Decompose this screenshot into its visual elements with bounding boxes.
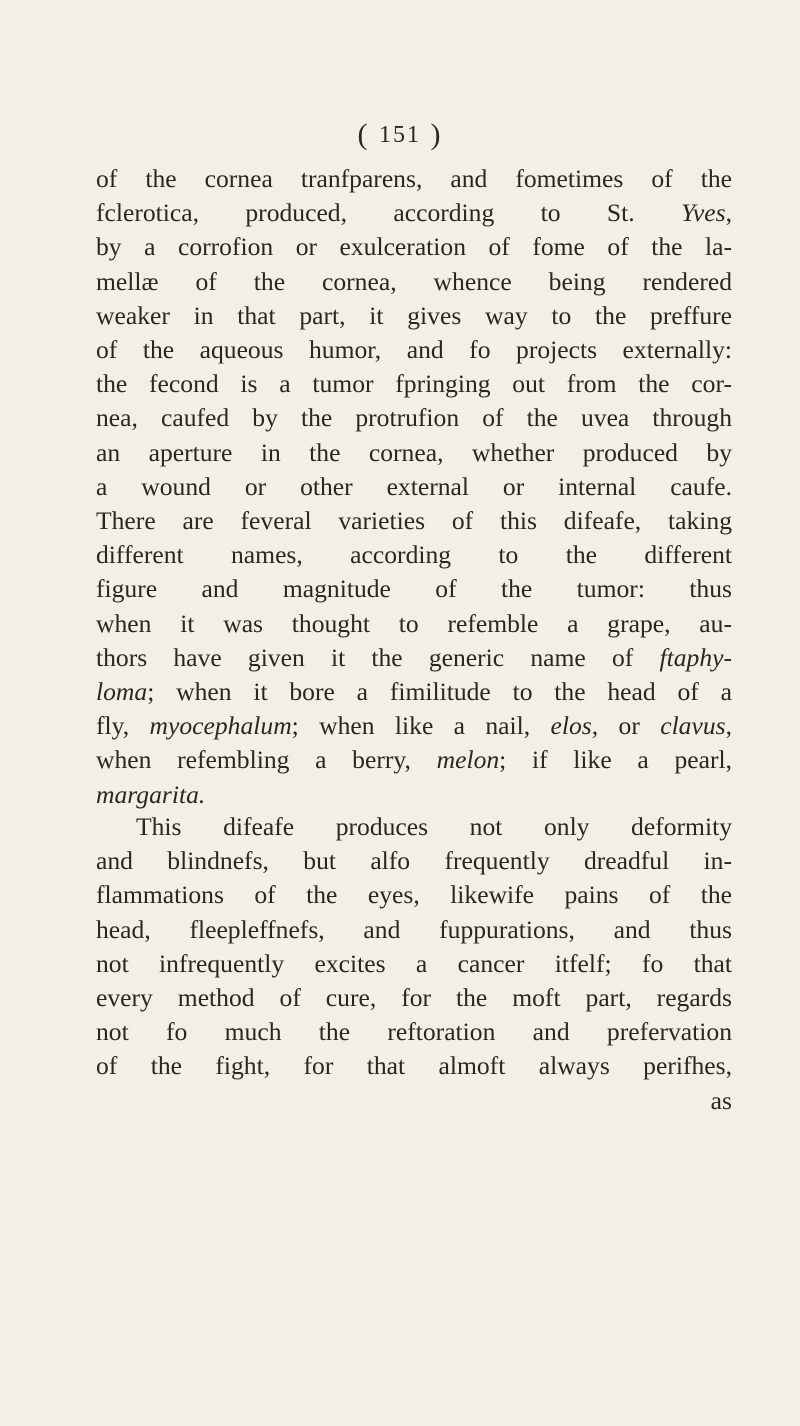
italic-term: loma [96,677,148,706]
text-run: This difeafe produces not only deformity [136,812,732,841]
paragraph1-line [96,709,732,743]
paragraph1-line [96,367,732,401]
italic-term: melon [436,745,500,774]
text-run: fclerotica, produced, according to St. [96,198,682,227]
text-run: ; when like a nail, [291,711,551,740]
italic-term: elos [550,711,592,740]
text-run: not infrequently excites a cancer itfelf; fo that [96,949,732,978]
header-open-paren: ( [357,118,370,151]
text-run: weaker in that part, it gives way to the preffure [96,301,732,330]
paragraph1-line [96,162,732,196]
paragraph1-line [96,470,732,504]
text-run: figure and magnitude of the tumor: thus [96,574,732,603]
paragraph2-line [96,844,732,878]
text-run: of the aqueous humor, and fo projects externally: [96,335,732,364]
paragraph2-line [96,1049,732,1083]
paragraph2-line [96,810,732,844]
paragraph1-line [96,230,732,264]
paragraph1-line [96,778,732,812]
text-run: when refembling a berry, [96,745,437,774]
text-run: mellæ of the cornea, whence being rendered [96,267,732,296]
paragraph1-line [96,675,732,709]
text-run: a wound or other external or internal caufe. [96,472,732,501]
paragraph2-line [96,878,732,912]
text-run: every method of cure, for the moft part, regards [96,983,732,1012]
catchword: as [710,1086,732,1115]
text-run: ; when it bore a fimilitude to the head of a [147,677,732,706]
text-run: when it was thought to refemble a grape, au- [96,609,732,638]
paragraph1-line [96,401,732,435]
text-run: an aperture in the cornea, whether produced by [96,438,732,467]
text-run: of the fight, for that almoft always perifhes, [96,1051,732,1080]
paragraph1-line [96,265,732,299]
text-run: and blindnefs, but alfo frequently dreadful in- [96,846,732,875]
text-run: , or [591,711,661,740]
text-run: , [725,198,732,227]
text-run: flammations of the eyes, likewife pains of the [96,880,732,909]
paragraph2-line [96,1015,732,1049]
text-run: fly, [96,711,150,740]
paragraph1-line [96,607,732,641]
italic-term: myocephalum [149,711,292,740]
text-run: by a corrofion or exulceration of fome of the la- [96,232,732,261]
text-run: thors have given it the generic name of [96,643,660,672]
paragraph1-line [96,538,732,572]
italic-term: margarita. [96,780,206,809]
text-run: the fecond is a tumor fpringing out from the cor- [96,369,732,398]
paragraph2-line [96,913,732,947]
text-run: There are feveral varieties of this difeafe, taking [96,506,732,535]
text-run: not fo much the reftoration and prefervation [96,1017,732,1046]
paragraph1-line [96,641,732,675]
text-run: ; if like a pearl, [499,745,732,774]
paragraph1-line [96,572,732,606]
paragraph1-line [96,504,732,538]
paragraph2-line [96,947,732,981]
text-run: head, fleepleffnefs, and fuppurations, and thus [96,915,732,944]
paragraph1-line [96,743,732,777]
italic-term: clavus [660,711,726,740]
paragraph2-line [96,981,732,1015]
paragraph1-line [96,196,732,230]
paragraph1-line [96,436,732,470]
italic-term: Yves [681,198,726,227]
header-close-paren: ) [430,118,443,151]
text-run: , [725,711,732,740]
page-number: 151 [379,122,421,148]
page-header [0,118,800,152]
paragraph1-line [96,299,732,333]
italic-term: ftaphy- [659,643,732,672]
text-run: of the cornea tranfparens, and fometimes of the [96,164,732,193]
paragraph1-line [96,333,732,367]
text-run: different names, according to the different [96,540,732,569]
text-run: nea, caufed by the protrufion of the uvea through [96,403,732,432]
